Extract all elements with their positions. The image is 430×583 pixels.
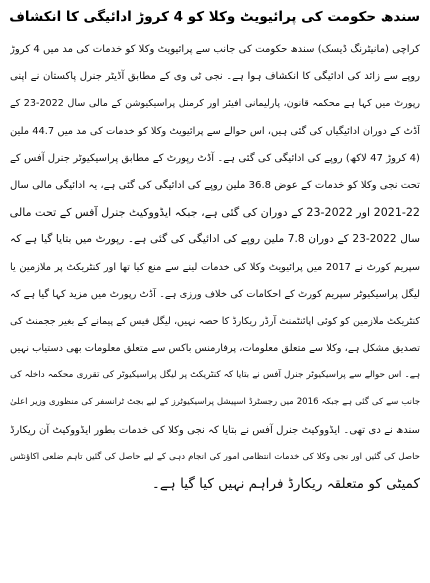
article-line: آڈٹ کے دوران ادائیگیاں کی گئی ہیں، اس حوالے سے پرائیویٹ وکلا کو خدمات کی مد میں 44.7 ملین (10, 125, 420, 137)
article-line: کمیٹی کو متعلقہ ریکارڈ فراہم نہیں کیا گیا ہے۔ (151, 476, 420, 492)
article-body (10, 36, 420, 498)
article-line: (4 کروڑ 47 لاکھ) روپے کی ادائیگی کی گئی ہے۔ آڈٹ رپورٹ کے مطابق پراسیکیوٹر جنرل آفس کے (10, 152, 420, 164)
article-line: ہے۔ اس حوالے سے پراسیکیوٹر جنرل آفس نے بتایا کہ کنٹریکٹ پر لیگل پراسیکیوٹر کی تقرری محکمہ داخلہ کی (10, 370, 420, 381)
article-line: تحت نجی وکلا کو خدمات کے عوض 36.8 ملین روپے کی ادائیگی کی گئی ہے، یہ ادائیگی مالی سال (10, 179, 420, 191)
article-line: تصدیق مشکل ہے، وکلا سے متعلق معلومات، پرفارمنس باکس سے متعلق معلومات بھی دستیاب نہیں (10, 343, 420, 355)
article-line: لیگل پراسیکیوٹر سپریم کورٹ کے احکامات کی خلاف ورزی ہے۔ آڈٹ رپورٹ میں مزید کہا گیا ہے کہ (10, 288, 420, 300)
article-headline: سندھ حکومت کی پرائیویٹ وکلا کو 4 کروڑ ادائیگی کا انکشاف (9, 9, 420, 25)
article-line: سندھ نے دی تھی۔ ایڈووکیٹ جنرل آفس نے بتایا کہ نجی وکلا کی خدمات بطور ایڈووکیٹ آن ریکارڈ (10, 424, 420, 436)
article-line: 2021-22 اور 2022-23 کے دوران کی گئی ہے، جبکہ ایڈووکیٹ جنرل آفس کے تحت مالی (10, 206, 420, 220)
article-line: کنٹریکٹ ملازمین کو کوئی اپائنٹمنٹ آرڈر ریکارڈ کا حصہ نہیں، لیگل فیس کے پیمانے کے بغیر ججمنٹ کی (10, 315, 420, 327)
article-line: کراچی (مانیٹرنگ ڈیسک) سندھ حکومت کی جانب سے پرائیویٹ وکلا کو خدمات کی مد میں 4 کروڑ (10, 44, 420, 55)
article-line: سپریم کورٹ نے 2017 میں پرائیویٹ وکلا کی خدمات لینے سے منع کیا تھا اور کنٹریکٹ پر ملازمین یا (10, 261, 420, 273)
article-line: رپورٹ میں کہا ہے محکمہ قانون، پارلیمانی افیئر اور کرمنل پراسیکیوشن کے مالی سال 2022-23 کے (10, 98, 420, 110)
article-line: سال 2022-23 کے دوران 7.8 ملین روپے کی ادائیگی کی گئی ہے۔ رپورٹ میں بتایا گیا ہے کہ (10, 233, 420, 246)
article-line: روپے سے زائد کی ادائیگی کا انکشاف ہوا ہے۔ نجی ٹی وی کے مطابق آڈیٹر جنرل پاکستان نے اپنی (10, 71, 420, 83)
article-line: حاصل کی گئیں اور نجی وکلا کی خدمات انتظامی امور کی انجام دہی کے لیے حاصل کی گئیں تاہم ضلعی اکاؤنٹس (10, 451, 420, 462)
article-line: جانب سے کی گئی ہے جبکہ 2016 میں رجسٹرڈ اسپیشل پراسیکیوٹرز کے لیے بجٹ ٹرانسفر کی منظوری وزیر اعلیٰ (10, 397, 420, 408)
